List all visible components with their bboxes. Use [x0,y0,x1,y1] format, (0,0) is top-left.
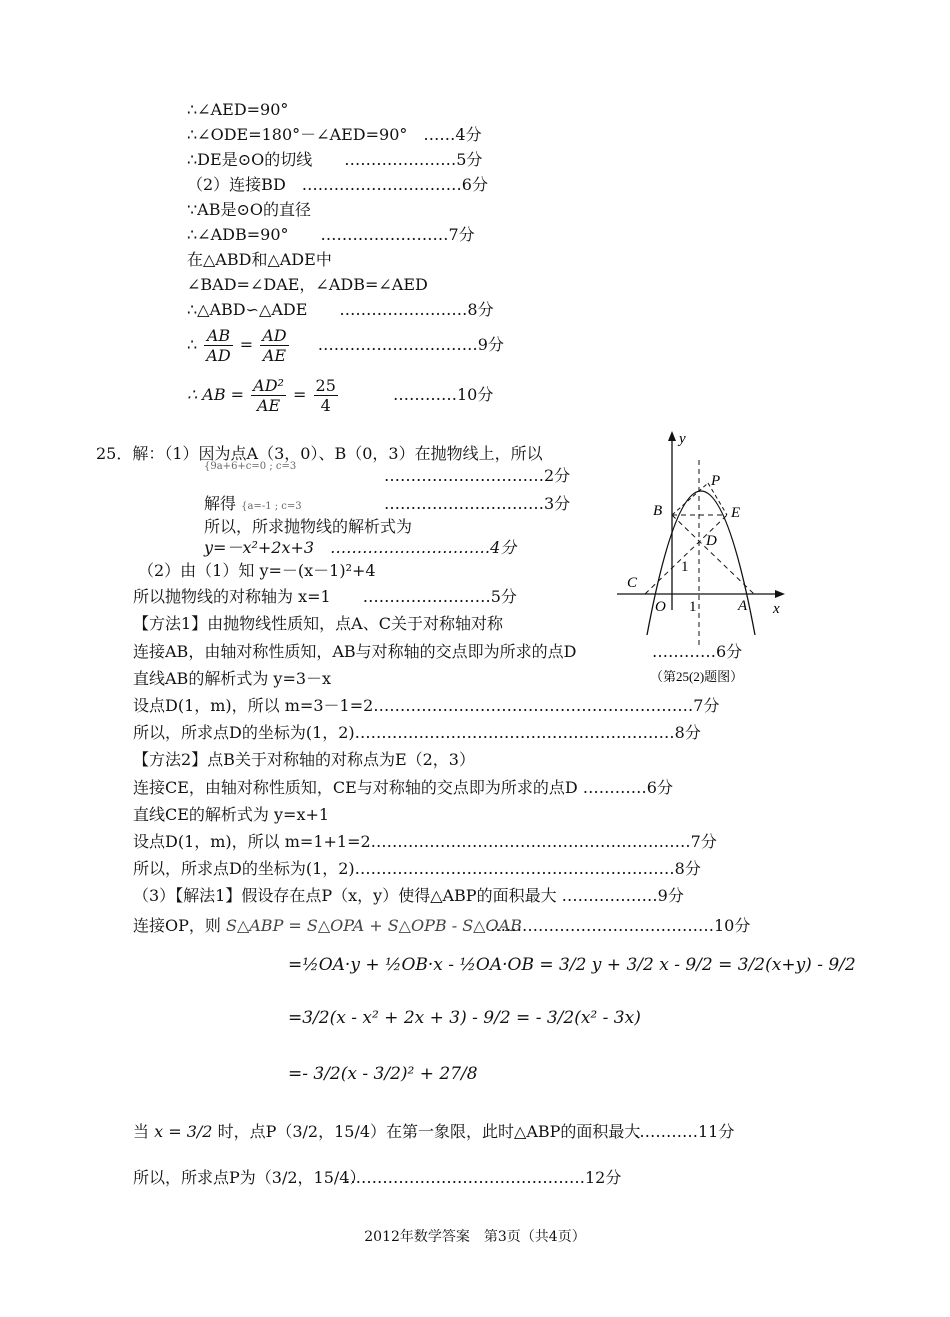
q25-score-2: …………………………2分 [384,466,571,485]
label-x: x [773,601,780,617]
line-similar: ∴△ABD∽△ADE ……………………8分 [187,300,494,319]
q25-system-1: {9a+6+c=0 ; c=3 [204,461,297,472]
q25-score-3: …………………………3分 [384,494,571,513]
segment-bp [672,483,708,515]
q25-expand-2: =3/2(x - x² + 2x + 3) - 9/2 = - 3/2(x² - 3x) [288,1008,641,1028]
point-p-text: 时，点P（3/2，15/4）在第一象限，此时△ABP的面积最大 [217,1122,641,1141]
label-y: y [679,431,686,447]
line-connect-bd: （2）连接BD …………………………6分 [187,175,488,194]
q25-score-11: …………11分 [634,1122,735,1141]
ratio-score: …………………………9分 [317,335,504,354]
label-c: C [627,575,638,591]
line-diameter: ∵AB是⊙O的直径 [187,200,312,219]
q25-method2: 【方法2】点B关于对称轴的对称点为E（2，3） [133,750,475,769]
fraction-ab-ad: $\frac{AB}{AD}$ [206,326,231,365]
label-one-x: 1 [689,599,697,615]
line-aed-90: ∴∠AED=90° [187,100,289,119]
q25-coord-d1: 所以，所求点D的坐标为(1，2)……………………………………………………8分 [133,723,701,742]
line-ratio: ∴ $\frac{AB}{AD}$ = $\frac{AD}{AE}$ …………………………9分 [187,326,504,365]
label-a: A [738,598,748,614]
figure-caption: （第25(2)题图） [650,669,744,684]
q25-answer-p: 所以，所求点P为（3/2，15/4） [133,1168,366,1187]
q25-coord-d2: 所以，所求点D的坐标为(1，2)……………………………………………………8分 [133,859,701,878]
q25-line-ce: 直线CE的解析式为 y=x+1 [133,805,330,824]
ratio-prefix: ∴ [187,335,198,354]
q25-area-formula [133,916,522,936]
line-tangent: ∴DE是⊙O的切线 …………………5分 [187,150,483,169]
x-value: x = 3/2 [154,1122,213,1141]
line-adb-90: ∴∠ADB=90° ……………………7分 [187,225,475,244]
label-p: P [711,473,721,489]
area-equation: S△ABP = S△OPA + S△OPB - S△OAB [225,916,522,935]
ab-score: …………10分 [393,385,494,404]
q25-score-12: ………………………………………12分 [345,1168,622,1187]
line-ab-value: ∴ AB = $\frac{\text{AD²}}{AE}$ = $\frac{25}{4}$ …………10分 [187,376,494,415]
label-one-y: 1 [681,559,689,575]
q25-score-10: ……………………………………10分 [490,916,751,935]
y-axis-arrow [668,431,676,441]
q25-connect-ce: 连接CE，由轴对称性质知，CE与对称轴的交点即为所求的点D …………6分 [133,778,673,797]
q25-intro: 25．解：（1）因为点A（3，0）、B（0，3）在抛物线上，所以 [96,444,543,463]
q25-score-6a: …………6分 [652,642,743,661]
label-d: D [706,533,717,549]
ab-prefix: ∴ AB = [187,385,245,404]
label-b: B [653,503,663,519]
q25-parabola-eq: y=－x²+2x+3 …………………………4分 [204,538,517,557]
line-angles-equal: ∠BAD=∠DAE，∠ADB=∠AED [187,275,428,294]
area-prefix: 连接OP，则 [133,916,221,935]
q25-system-2: {a=-1 ; c=3 [241,501,302,512]
fraction-ad-ae: $\frac{AD}{AE}$ [262,326,287,365]
q25-point-d2: 设点D(1，m)，所以 m=1+1=2……………………………………………………7分 [133,832,717,851]
line-ode-90: ∴∠ODE=180°－∠AED=90° ……4分 [187,125,482,144]
q25-max-when [133,1122,640,1142]
q25-solve [204,494,302,517]
x-axis-arrow [775,590,785,598]
when-label: 当 [133,1122,150,1141]
q25-line-ab: 直线AB的解析式为 y=3－x [133,669,332,688]
q25-parabola-text: 所以，所求抛物线的解析式为 [204,517,413,536]
q25-vertex-form: （2）由（1）知 y=－(x－1)²+4 [138,561,376,580]
label-o: O [655,599,666,615]
q25-connect-ab: 连接AB，由轴对称性质知，AB与对称轴的交点即为所求的点D [133,642,577,661]
q25-part3: （3）【解法1】假设存在点P（x，y）使得△ABP的面积最大 ………………9分 [133,886,684,905]
fraction-25-4: $\frac{25}{4}$ [315,376,336,415]
fraction-ad2-ae: $\frac{\text{AD²}}{AE}$ [253,376,284,415]
parabola-figure [605,425,795,690]
q25-expand-3: =- 3/2(x - 3/2)² + 27/8 [288,1064,478,1084]
q25-expand-1: =½OA·y + ½OB·x - ½OA·OB = 3/2 y + 3/2 x - 9/2 = 3/2(x+y) - 9/2 [288,955,856,975]
segment-ab [672,515,754,594]
q25-method1: 【方法1】由抛物线性质知，点A、C关于对称轴对称 [133,614,503,633]
q25-axis: 所以抛物线的对称轴为 x=1 ……………………5分 [133,587,517,606]
solve-label: 解得 [204,494,237,513]
page-footer: 2012年数学答案 第3页（共4页） [364,1229,586,1245]
label-e: E [731,505,741,521]
line-triangles: 在△ABD和△ADE中 [187,250,332,269]
segment-ce [645,515,727,594]
q25-point-d1: 设点D(1，m)，所以 m=3－1=2……………………………………………………7分 [133,696,720,715]
